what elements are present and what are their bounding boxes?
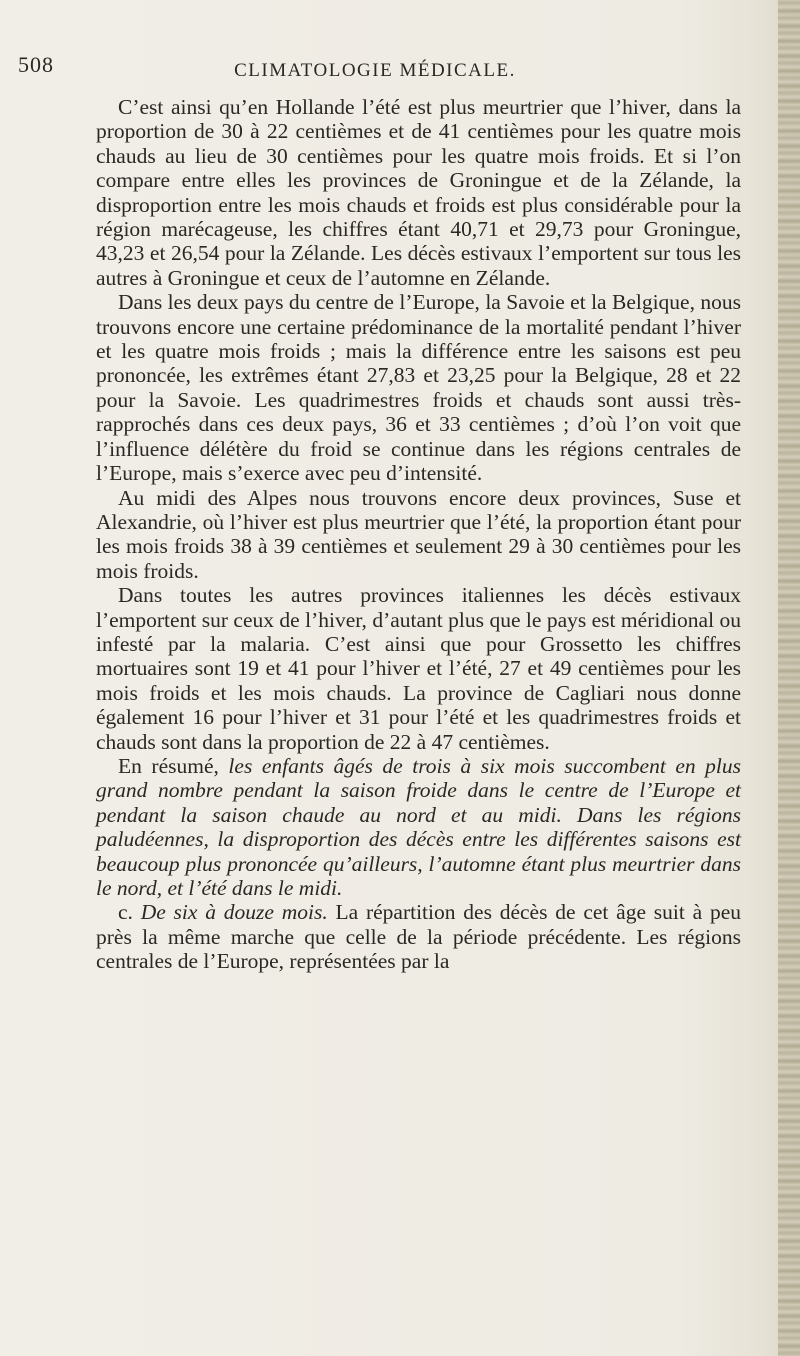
summary-italic: les enfants âgés de trois à six mois succombent en plus grand nombre pendant la saison froide dans le centre de l’Europe et pendant la saison chaude au nord et au midi. Dans les régions paludéennes, la disproportion des décès entre les différentes saisons est beaucoup plus prononcée qu’ailleurs, l’automne étant plus meurtrier dans le nord, et l’été dans le midi. [96,753,742,900]
page-edge [778,0,800,1356]
page-header [0,52,800,92]
page-number: 508 [18,52,54,77]
paragraph-section-c [96,900,741,973]
paragraph-south-alps: Au midi des Alpes nous trouvons encore deux provinces, Suse et Alexandrie, où l’hiver est plus meurtrier que l’été, la proportion étant pour les mois froids 38 à 39 centièmes et seulement 29 à 30 centièmes pour les mois froids. [96,485,741,583]
section-c-heading: De six à douze mois. [140,900,328,925]
paragraph-central-europe: Dans les deux pays du centre de l’Europe, la Savoie et la Belgique, nous trouvons encore une certaine prédominance de la mortalité pendant l’hiver et les quatre mois froids ; mais la différence entre les saisons est peu prononcée, les extrêmes étant 27,83 et 23,25 pour la Belgique, 28 et 22 pour la Savoie. Les quadrimestres froids et chauds sont aussi très-rapprochés dans ces deux pays, 36 et 33 centièmes ; d’où l’on voit que l’influence délétère du froid se continue dans les régions centrales de l’Europe, mais s’exerce avec peu d’intensité. [96,290,741,486]
summary-lead: En résumé, [118,753,229,778]
paragraph-italian-provinces: Dans toutes les autres provinces italiennes les décès estivaux l’emportent sur ceux de l’hiver, d’autant plus que le pays est méridional ou infesté par la malaria. C’est ainsi que pour Grossetto les chiffres mortuaires sont 19 et 41 pour l’hiver et l’été, 27 et 49 centièmes pour les mois froids et les mois chauds. La province de Cagliari nous donne également 16 pour l’hiver et 31 pour l’été et les quadrimestres froids et chauds sont dans la proportion de 22 à 47 centièmes. [96,583,741,754]
section-c-letter: c. [118,900,141,925]
section-c-text: La répartition des décès de cet âge suit à peu près la même marche que celle de la période précédente. Les régions centrales de l’Europe, représentées par la [96,900,742,974]
running-title: CLIMATOLOGIE MÉDICALE. [234,60,516,81]
body-text [96,95,741,974]
paragraph-summary [96,754,741,900]
paragraph-holland: C’est ainsi qu’en Hollande l’été est plus meurtrier que l’hiver, dans la proportion de 30 à 22 centièmes et de 41 centièmes pour les quatre mois chauds au lieu de 30 centièmes pour les quatre mois froids. Et si l’on compare entre elles les provinces de Groningue et de la Zélande, la disproportion entre les mois chauds et froids est plus considérable pour la région marécageuse, les chiffres étant 40,71 et 29,73 pour Groningue, 43,23 et 26,54 pour la Zélande. Les décès estivaux l’emportent sur tous les autres à Groningue et ceux de l’automne en Zélande. [96,95,741,290]
